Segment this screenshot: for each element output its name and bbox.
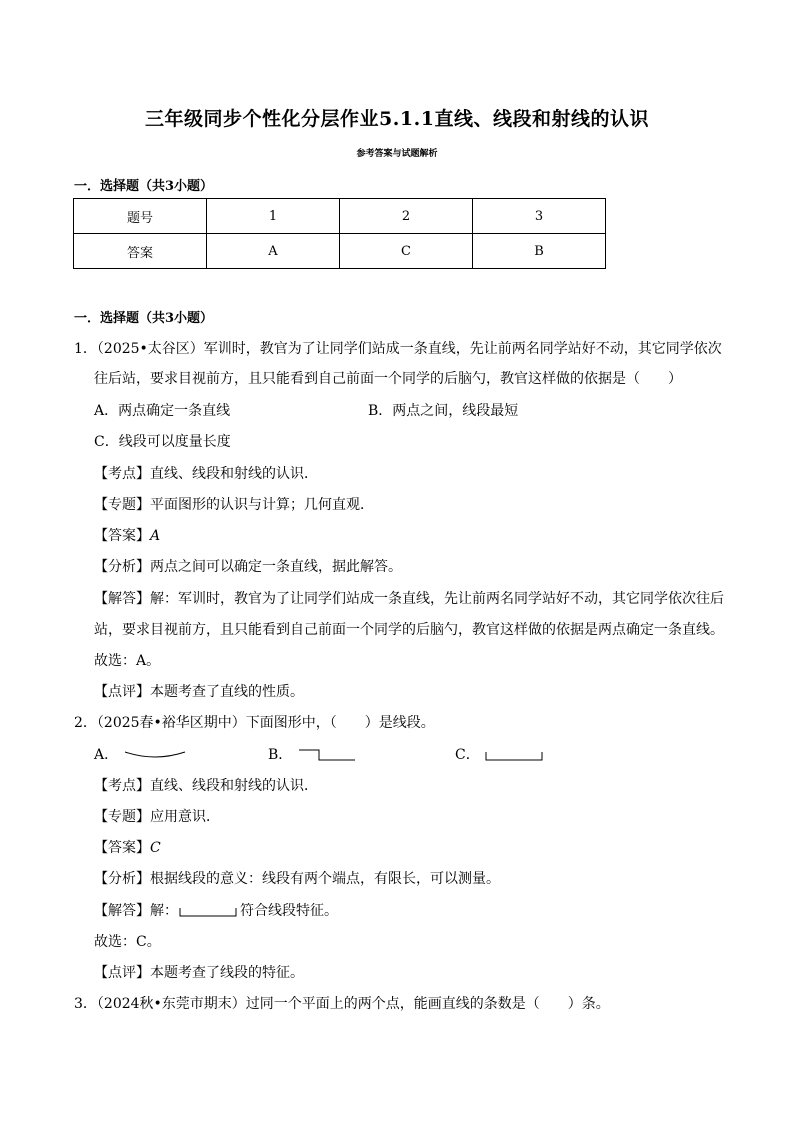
- section-heading: 一．选择题（共3小题）: [74, 179, 214, 194]
- question-number: 2．: [74, 715, 97, 731]
- zhuanti: 【专题】平面图形的认识与计算；几何直观．: [94, 497, 374, 513]
- section-heading: 一．选择题（共3小题）: [74, 311, 214, 326]
- option-b: B．: [268, 744, 357, 764]
- table-cell: 答案: [74, 234, 207, 269]
- table-cell: 题号: [74, 199, 207, 234]
- daan: 【答案】A: [94, 528, 161, 544]
- dianping: 【点评】本题考查了直线的性质。: [94, 684, 304, 700]
- question-number: 3．: [74, 996, 97, 1012]
- option-a: A．两点确定一条直线: [94, 403, 231, 419]
- option-b: B．两点之间，线段最短: [368, 403, 519, 419]
- fenxi: 【分析】两点之间可以确定一条直线，据此解答。: [94, 559, 402, 575]
- table-cell: 1: [207, 199, 340, 234]
- guxuan: 故选：A。: [94, 653, 161, 669]
- jieda: 【解答】解： 符合线段特征。: [94, 903, 338, 919]
- page-title: 三年级同步个性化分层作业5.1.1直线、线段和射线的认识: [145, 108, 649, 130]
- option-a: A．: [94, 744, 187, 764]
- table-cell: 2: [340, 199, 473, 234]
- jieda-cont: 站，要求目视前方，且只能看到自己前面一个同学的后脑勺，教官这样做的依据是两点确定一条直线。: [94, 622, 724, 638]
- kaodian: 【考点】直线、线段和射线的认识．: [94, 466, 318, 482]
- segment-shape-icon: [178, 904, 240, 918]
- option-c: C．: [455, 744, 546, 764]
- table-cell: C: [340, 234, 473, 269]
- question-1-line-1: 1．（2025•太谷区）军训时，教官为了让同学们站成一条直线，先让前两名同学站好不动，其它同学依次: [74, 341, 722, 357]
- question-number: 1．: [74, 341, 97, 357]
- answer-table: [73, 198, 606, 269]
- zhuanti: 【专题】应用意识．: [94, 809, 220, 825]
- table-row: [74, 234, 606, 269]
- page-subtitle: 参考答案与试题解析: [356, 149, 438, 159]
- daan: 【答案】C: [94, 840, 161, 856]
- option-c: C．线段可以度量长度: [94, 434, 231, 450]
- question-1-line-2: 往后站，要求目视前方，且只能看到自己前面一个同学的后脑勺，教官这样做的依据是（ ）: [94, 371, 682, 387]
- jieda: 【解答】解：军训时，教官为了让同学们站成一条直线，先让前两名同学站好不动，其它同学依次往后: [94, 591, 724, 607]
- table-cell: 3: [473, 199, 606, 234]
- fenxi: 【分析】根据线段的意义：线段有两个端点，有限长，可以测量。: [94, 871, 500, 887]
- guxuan: 故选：C。: [94, 934, 161, 950]
- kaodian: 【考点】直线、线段和射线的认识．: [94, 778, 318, 794]
- polyline-shape-icon: [297, 748, 357, 762]
- table-row: [74, 199, 606, 234]
- table-cell: B: [473, 234, 606, 269]
- dianping: 【点评】本题考查了线段的特征。: [94, 965, 304, 981]
- segment-shape-icon: [484, 748, 546, 762]
- question-2-stem: 2．（2025春•裕华区期中）下面图形中，（ ）是线段。: [74, 715, 435, 731]
- arc-shape-icon: [123, 748, 187, 762]
- question-3-stem: 3．（2024秋•东莞市期末）过同一个平面上的两个点，能画直线的条数是（ ）条。: [74, 996, 610, 1012]
- table-cell: A: [207, 234, 340, 269]
